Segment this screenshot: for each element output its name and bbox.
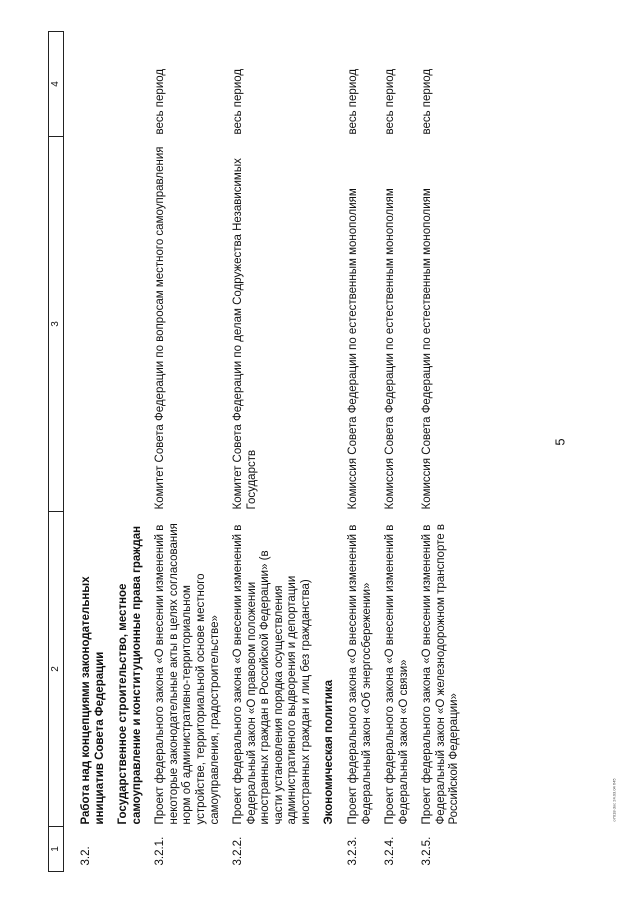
plan-table	[48, 31, 472, 872]
deadline: весь период	[384, 68, 397, 135]
column-header-3: 3	[49, 137, 64, 512]
item-number	[117, 827, 144, 872]
item-number: 3.2.3.	[347, 836, 359, 866]
deadline: весь период	[232, 68, 245, 135]
responsible-committee: Комитет Совета Федерации по делам Содружества Независимых Государств	[232, 158, 258, 510]
table-row	[421, 32, 462, 872]
deadline: весь период	[347, 68, 359, 135]
column-header-2: 2	[49, 512, 64, 827]
table-row	[80, 32, 107, 872]
item-description: Экономическая политика	[323, 680, 336, 825]
responsible-committee: Комиссия Совета Федерации по естественным монополиям	[421, 188, 434, 510]
rotated-page-content	[48, 32, 548, 872]
responsible-committee: Комитет Совета Федерации по вопросам местного самоуправления	[154, 146, 167, 510]
item-number: 3.2.4.	[384, 836, 397, 866]
item-number	[323, 827, 337, 872]
column-number-row	[49, 32, 64, 872]
item-number: 3.2.	[80, 846, 92, 866]
page-number: 5	[552, 438, 568, 446]
deadline	[80, 32, 107, 137]
item-number: 3.2.2.	[232, 836, 245, 866]
item-description: Работа над концепциями законодательных инициатив Совета Федерации	[80, 576, 106, 825]
item-description: Государственное строительство, местное самоуправление и конституционные права граждан	[117, 525, 143, 825]
table-row	[347, 32, 374, 872]
item-description: Проект федерального закона «О внесении изменений в Федеральный закон «Об энергосбережении»	[347, 524, 373, 825]
responsible-committee: Комиссия Совета Федерации по естественным монополиям	[347, 188, 359, 510]
item-description: Проект федерального закона «О внесении изменений в Федеральный закон «О правовом положении иностранных граждан в Российской Федерации» (в части установления порядка осуществления административного выдворения и депортации иностранных граждан и лиц без гражданства)	[232, 524, 312, 825]
responsible-committee	[80, 137, 107, 512]
item-number: 3.2.1.	[154, 836, 167, 866]
table-row	[384, 32, 411, 872]
file-stamp: o7018 doc 24.03.04 645	[611, 778, 617, 822]
deadline: весь период	[154, 68, 167, 135]
item-description: Проект федерального закона «О внесении изменений в Федеральный закон «О связи»	[384, 524, 410, 825]
table-body	[80, 32, 472, 872]
table-row	[232, 32, 313, 872]
table-row	[323, 32, 337, 872]
deadline	[323, 32, 337, 137]
item-description: Проект федерального закона «О внесении изменений в некоторые законодательные акты в целях согласования норм об административно-территориальном устройстве, территориальной основе местного самоуправления, градостроительстве»	[154, 523, 221, 825]
deadline: весь период	[421, 68, 434, 135]
responsible-committee	[117, 137, 144, 512]
column-header-4: 4	[49, 32, 64, 137]
deadline	[117, 32, 144, 137]
responsible-committee: Комиссия Совета Федерации по естественным монополиям	[384, 188, 397, 510]
item-number: 3.2.5.	[421, 836, 434, 866]
column-header-1: 1	[49, 827, 64, 872]
responsible-committee	[323, 137, 337, 512]
table-row	[154, 32, 222, 872]
table-row	[117, 32, 144, 872]
item-description: Проект федерального закона «О внесении изменений в Федеральный закон «О железнодорожном транспорте в Российской Федерации»	[421, 524, 461, 825]
